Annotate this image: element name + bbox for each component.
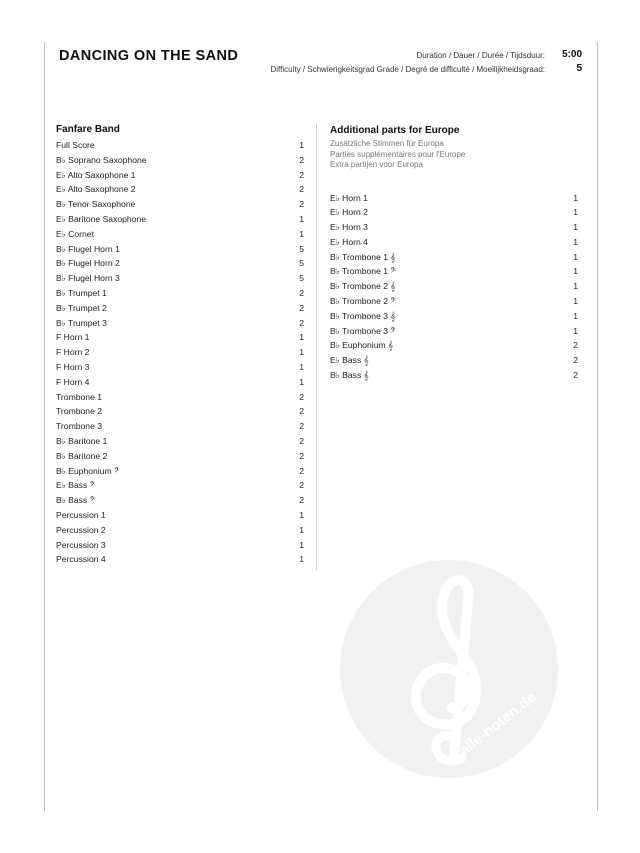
part-row xyxy=(330,338,578,353)
part-quantity: 2 xyxy=(299,199,304,210)
part-quantity: 2 xyxy=(573,370,578,381)
part-row xyxy=(56,345,304,360)
part-quantity: 2 xyxy=(299,317,304,328)
part-row xyxy=(330,191,578,206)
part-quantity: 2 xyxy=(573,355,578,366)
watermark-text: alle-noten.de xyxy=(455,688,540,760)
part-name: B♭ Soprano Saxophone xyxy=(56,154,147,165)
part-row xyxy=(56,168,304,183)
part-row xyxy=(330,353,578,368)
duration-value: 5:00 xyxy=(561,49,582,60)
part-row xyxy=(56,538,304,553)
part-name: B♭ Trumpet 3 xyxy=(56,317,107,328)
part-name: E♭ Alto Saxophone 1 xyxy=(56,169,136,180)
europe-parts-list xyxy=(330,191,578,383)
part-quantity: 1 xyxy=(573,222,578,233)
part-quantity: 1 xyxy=(299,554,304,565)
part-quantity: 1 xyxy=(299,539,304,550)
part-name: E♭ Alto Saxophone 2 xyxy=(56,184,136,195)
part-row xyxy=(56,419,304,434)
part-row xyxy=(56,508,304,523)
part-quantity: 2 xyxy=(299,406,304,417)
part-quantity: 2 xyxy=(299,154,304,165)
part-row xyxy=(330,294,578,309)
part-row xyxy=(56,360,304,375)
part-row xyxy=(56,330,304,345)
part-quantity: 2 xyxy=(299,391,304,402)
right-margin-rule xyxy=(597,42,598,811)
part-quantity: 1 xyxy=(573,251,578,262)
part-name: E♭ Cornet xyxy=(56,228,94,239)
part-quantity: 1 xyxy=(573,207,578,218)
part-quantity: 1 xyxy=(573,325,578,336)
part-row xyxy=(56,301,304,316)
part-name: F Horn 1 xyxy=(56,332,90,343)
part-name: F Horn 3 xyxy=(56,361,90,372)
part-row xyxy=(330,264,578,279)
treble-clef-icon xyxy=(340,560,558,778)
part-quantity: 1 xyxy=(299,228,304,239)
part-quantity: 2 xyxy=(299,421,304,432)
part-quantity: 2 xyxy=(299,480,304,491)
part-name: B♭ Trombone 3 𝄞 xyxy=(330,310,396,321)
part-name: B♭ Trombone 3 𝄢 xyxy=(330,325,396,336)
part-row xyxy=(330,279,578,294)
part-name: B♭ Trumpet 2 xyxy=(56,302,107,313)
part-quantity: 2 xyxy=(299,302,304,313)
part-row xyxy=(56,390,304,405)
difficulty-value: 5 xyxy=(576,63,582,74)
part-quantity: 1 xyxy=(573,236,578,247)
part-quantity: 5 xyxy=(299,258,304,269)
part-row xyxy=(56,138,304,153)
part-name: E♭ Baritone Saxophone xyxy=(56,213,147,224)
part-row xyxy=(56,256,304,271)
part-quantity: 2 xyxy=(573,340,578,351)
part-row xyxy=(56,153,304,168)
part-name: E♭ Horn 2 xyxy=(330,207,368,218)
part-name: Trombone 2 xyxy=(56,406,103,417)
part-name: B♭ Tenor Saxophone xyxy=(56,199,136,210)
part-quantity: 2 xyxy=(299,169,304,180)
part-name: B♭ Trombone 1 𝄞 xyxy=(330,251,396,262)
difficulty-label: Difficulty / Schwierigkeitsgrad Grade / Degré de difficulté / Moeilijkheidsgraad: xyxy=(270,65,545,74)
part-name: F Horn 4 xyxy=(56,376,90,387)
part-row xyxy=(330,205,578,220)
part-name: Percussion 1 xyxy=(56,509,106,520)
part-row xyxy=(56,242,304,257)
part-row xyxy=(56,375,304,390)
part-row xyxy=(330,250,578,265)
part-quantity: 2 xyxy=(299,435,304,446)
europe-parts-subtitle-nl: Extra partijen voor Europa xyxy=(330,160,423,169)
part-quantity: 1 xyxy=(573,266,578,277)
part-row xyxy=(56,286,304,301)
part-name: B♭ Flugel Horn 2 xyxy=(56,258,120,269)
part-row xyxy=(56,493,304,508)
part-name: Full Score xyxy=(56,140,95,150)
left-margin-rule xyxy=(44,42,45,811)
part-row xyxy=(330,324,578,339)
part-quantity: 1 xyxy=(299,332,304,343)
part-quantity: 1 xyxy=(299,524,304,535)
part-name: Trombone 1 xyxy=(56,391,103,402)
part-name: E♭ Bass 𝄞 xyxy=(330,355,369,366)
part-name: B♭ Euphonium 𝄞 xyxy=(330,340,394,351)
part-row xyxy=(56,182,304,197)
part-quantity: 2 xyxy=(299,184,304,195)
part-quantity: 2 xyxy=(299,495,304,506)
part-row xyxy=(56,197,304,212)
part-row xyxy=(56,523,304,538)
part-row xyxy=(56,316,304,331)
part-quantity: 2 xyxy=(299,450,304,461)
part-quantity: 1 xyxy=(573,281,578,292)
europe-parts-heading: Additional parts for Europe xyxy=(330,125,460,136)
part-name: B♭ Trombone 2 𝄞 xyxy=(330,281,396,292)
column-divider xyxy=(316,124,317,570)
part-name: E♭ Horn 1 xyxy=(330,192,368,203)
part-row xyxy=(330,235,578,250)
part-name: B♭ Flugel Horn 3 xyxy=(56,273,120,284)
part-name: Percussion 3 xyxy=(56,539,106,550)
watermark xyxy=(340,560,558,778)
part-row xyxy=(56,434,304,449)
part-name: E♭ Bass 𝄢 xyxy=(56,480,96,491)
part-row xyxy=(56,464,304,479)
part-name: B♭ Trombone 2 𝄢 xyxy=(330,296,396,307)
part-row xyxy=(56,449,304,464)
part-quantity: 1 xyxy=(299,361,304,372)
europe-parts-subtitle-fr: Parties supplémentaires pour l'Europe xyxy=(330,149,466,159)
part-row xyxy=(56,478,304,493)
part-quantity: 1 xyxy=(299,140,304,150)
part-quantity: 1 xyxy=(299,376,304,387)
part-quantity: 2 xyxy=(299,287,304,298)
europe-parts-subtitle-de: Zusätzliche Stimmen für Europa xyxy=(330,139,444,148)
part-row xyxy=(330,220,578,235)
part-name: Percussion 2 xyxy=(56,524,106,535)
part-quantity: 1 xyxy=(299,509,304,520)
part-row xyxy=(56,552,304,567)
part-name: Trombone 3 xyxy=(56,421,103,432)
fanfare-band-parts-list xyxy=(56,138,304,567)
part-row xyxy=(56,227,304,242)
europe-parts-section xyxy=(330,125,578,383)
part-row xyxy=(56,271,304,286)
part-name: F Horn 2 xyxy=(56,347,90,358)
part-name: B♭ Bass 𝄢 xyxy=(56,495,96,506)
part-quantity: 2 xyxy=(299,465,304,476)
part-name: B♭ Trombone 1 𝄢 xyxy=(330,266,396,277)
part-row xyxy=(56,404,304,419)
part-quantity: 1 xyxy=(573,296,578,307)
duration-label: Duration / Dauer / Durée / Tijdsduur: xyxy=(416,51,545,60)
part-name: B♭ Flugel Horn 1 xyxy=(56,243,120,254)
fanfare-band-section xyxy=(56,124,304,567)
part-name: B♭ Bass 𝄞 xyxy=(330,370,369,381)
part-quantity: 1 xyxy=(299,213,304,224)
part-row xyxy=(56,212,304,227)
part-name: Percussion 4 xyxy=(56,554,106,565)
part-quantity: 5 xyxy=(299,243,304,254)
part-name: E♭ Horn 4 xyxy=(330,236,368,247)
part-quantity: 1 xyxy=(573,310,578,321)
part-name: B♭ Baritone 1 xyxy=(56,435,108,446)
page-title: DANCING ON THE SAND xyxy=(59,48,239,64)
part-row xyxy=(330,368,578,383)
part-quantity: 1 xyxy=(299,347,304,358)
part-name: B♭ Euphonium 𝄢 xyxy=(56,465,120,476)
part-name: B♭ Baritone 2 xyxy=(56,450,108,461)
part-name: E♭ Horn 3 xyxy=(330,222,368,233)
part-quantity: 5 xyxy=(299,273,304,284)
part-quantity: 1 xyxy=(573,192,578,203)
fanfare-band-heading: Fanfare Band xyxy=(56,124,120,135)
part-name: B♭ Trumpet 1 xyxy=(56,287,107,298)
part-row xyxy=(330,309,578,324)
